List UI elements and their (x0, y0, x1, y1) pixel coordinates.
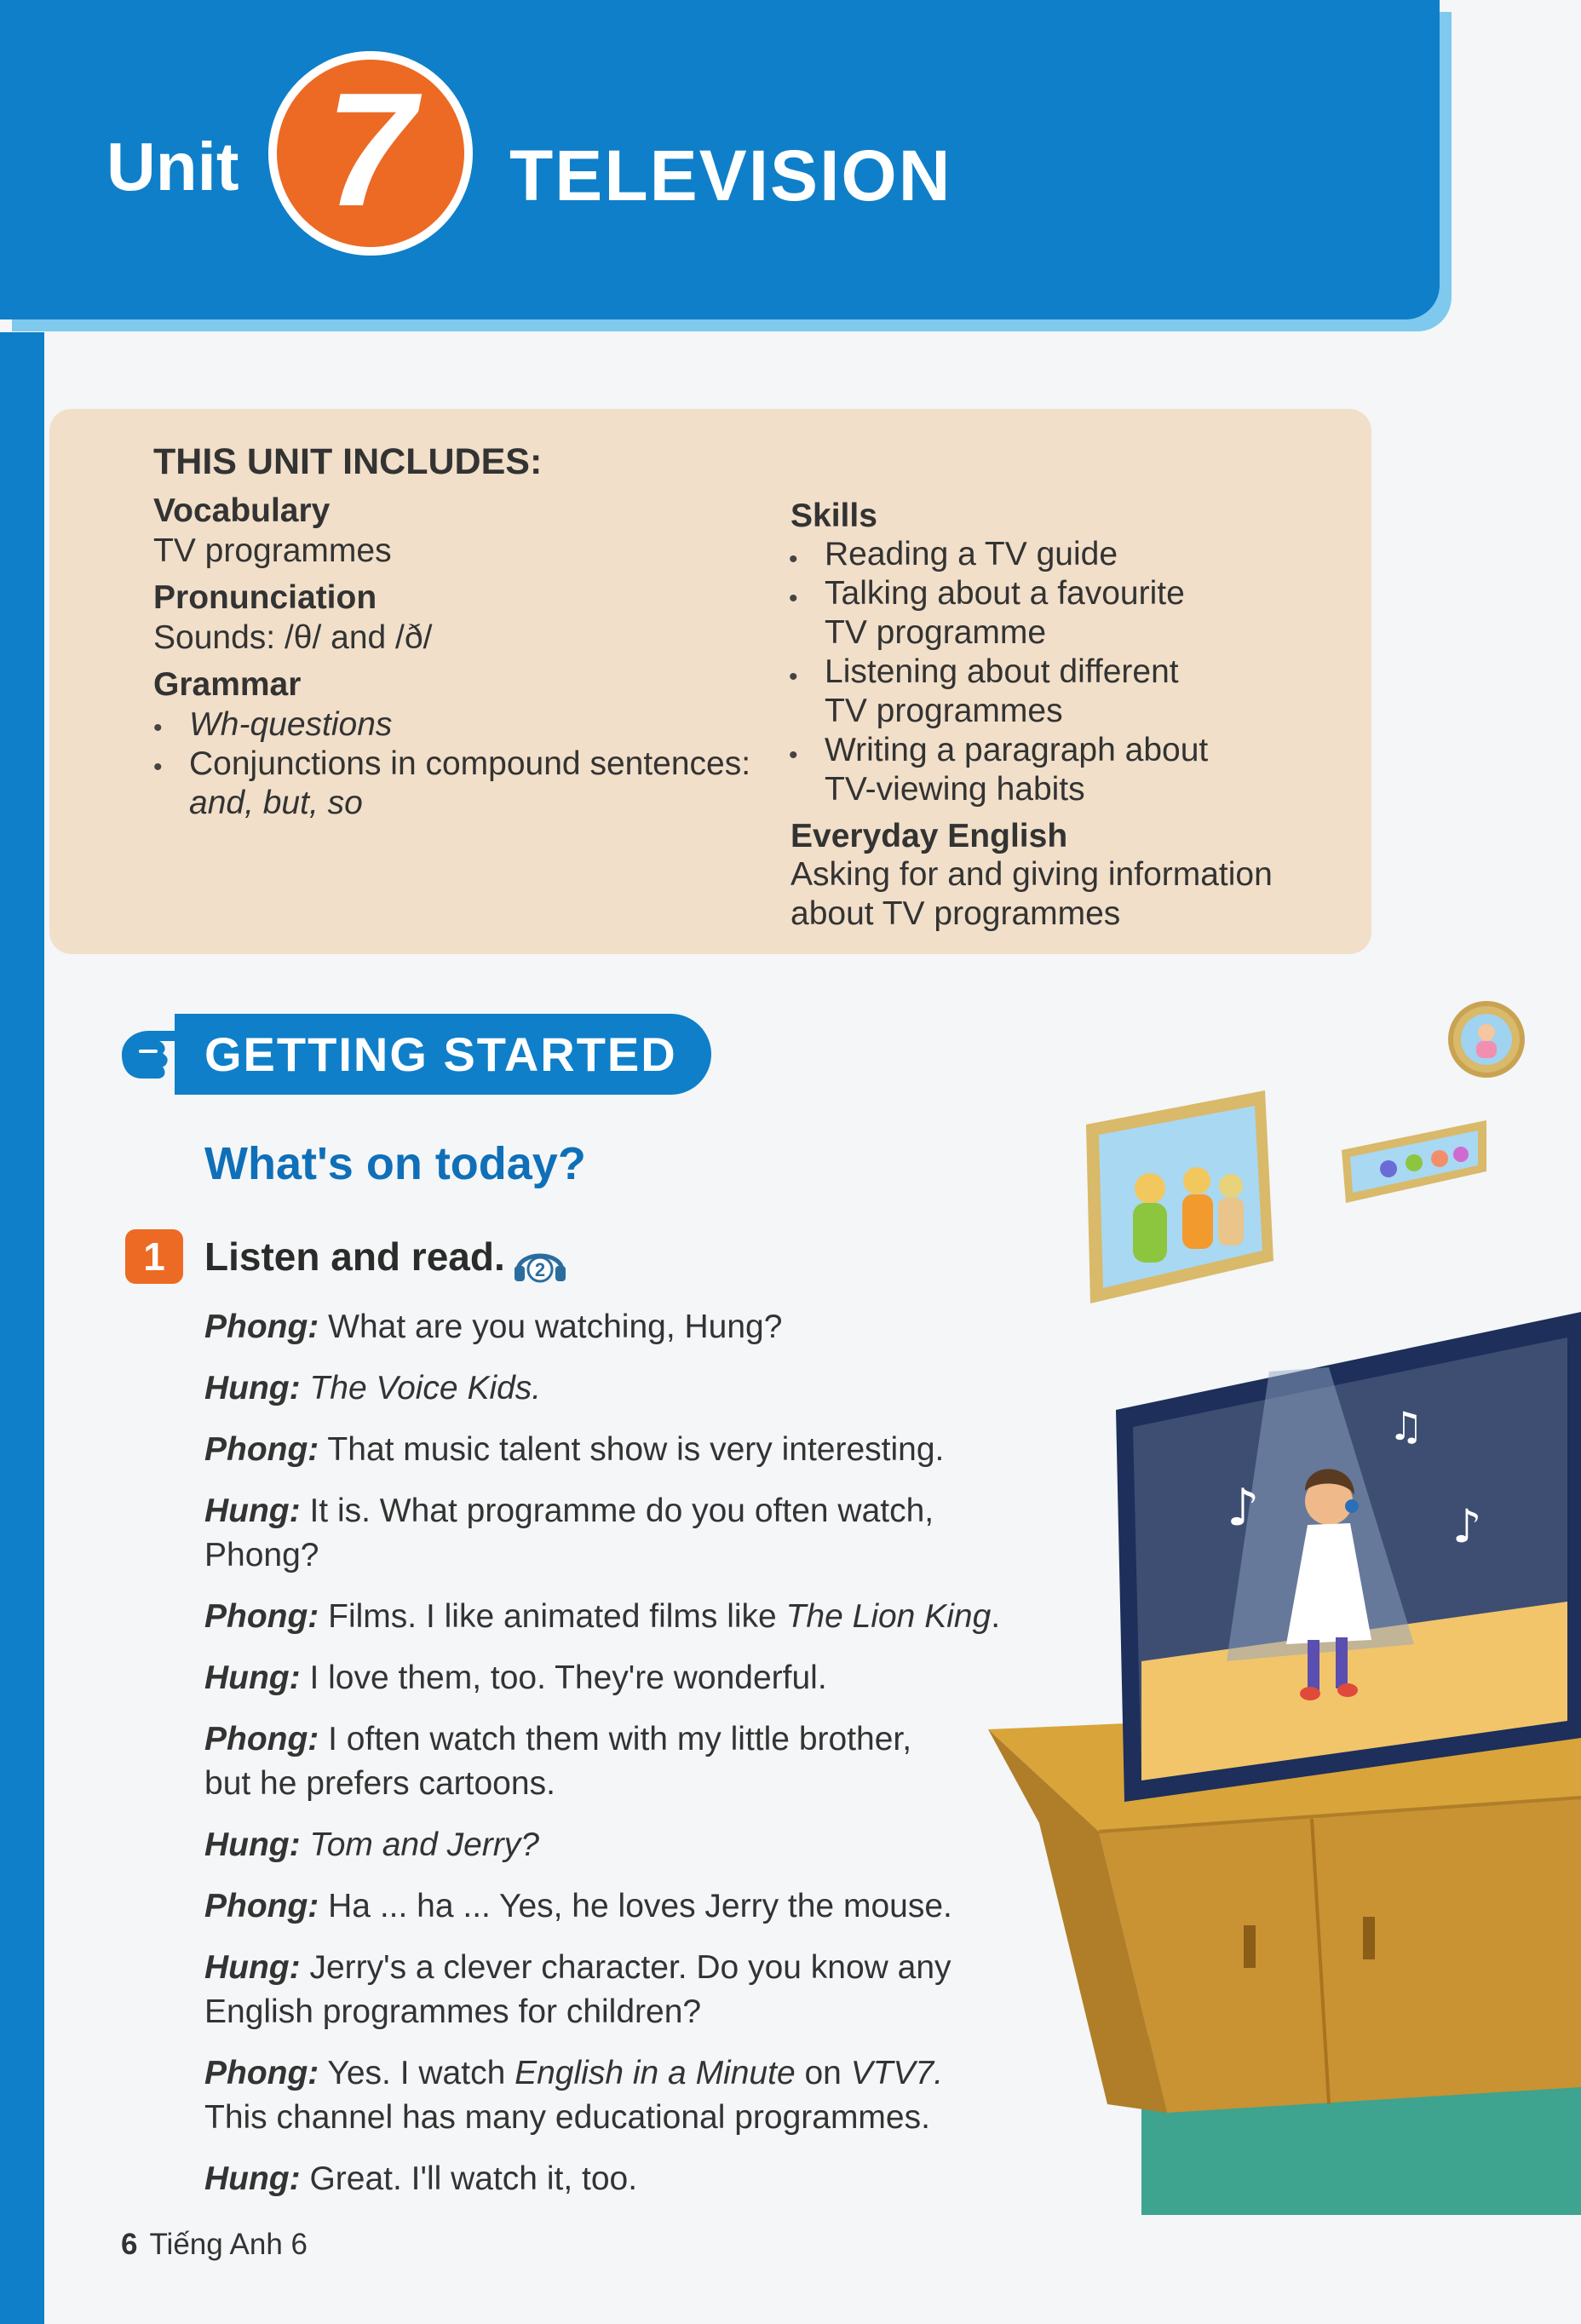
grammar-item: Wh-questions (189, 706, 393, 743)
dialogue-line (204, 1489, 934, 1533)
grammar-item-continuation: and, but, so (189, 785, 363, 821)
bullet-icon: • (789, 545, 798, 573)
line-text: Ha ... ha ... Yes, he loves Jerry the mouse. (319, 1888, 952, 1924)
microphone (1345, 1499, 1359, 1513)
everyday-english-heading: Everyday English (790, 818, 1068, 854)
task-number-badge: 1 (125, 1229, 183, 1284)
bullet-icon: • (153, 753, 163, 781)
vocabulary-text: TV programmes (153, 532, 392, 569)
bullet-icon: • (789, 741, 798, 769)
dialogue-line (204, 1946, 951, 1990)
unit-number: 7 (325, 60, 416, 240)
book-title: Tiếng Anh 6 (149, 2228, 308, 2261)
getting-started-title: GETTING STARTED (204, 1027, 677, 1081)
unit-number-badge (268, 51, 473, 256)
lesson-subtitle: What's on today? (204, 1138, 586, 1189)
bullet-icon: • (789, 584, 798, 613)
speaker-name: Hung: (204, 1493, 301, 1529)
dialogue-line-continuation: English programmes for children? (204, 1993, 702, 2030)
left-margin-stripe (0, 332, 44, 2324)
dialogue-line-continuation: This channel has many educational programmes. (204, 2099, 930, 2136)
line-text: Films. I like animated films like (319, 1598, 786, 1635)
bullet-icon: • (789, 663, 798, 691)
speaker-name: Phong: (204, 2055, 319, 2091)
dialogue-line (204, 2051, 943, 2096)
line-text: Tom and Jerry? (300, 1826, 539, 1863)
pointing-hand-icon (115, 1022, 183, 1085)
speaker-name: Phong: (204, 1721, 319, 1757)
line-text: on (795, 2055, 851, 2091)
small-picture-frame (1342, 1120, 1486, 1203)
dialogue-line (204, 1656, 827, 1700)
pronunciation-heading: Pronunciation (153, 579, 377, 616)
living-room-tv-illustration (971, 980, 1581, 2215)
speaker-name: Hung: (204, 1826, 301, 1863)
speaker-name: Hung: (204, 1949, 301, 1986)
includes-heading: THIS UNIT INCLUDES: (153, 441, 543, 482)
speaker-name: Phong: (204, 1309, 319, 1345)
bullet-icon: • (153, 714, 163, 742)
dialogue-line (204, 1884, 952, 1929)
line-text-channel: VTV7. (850, 2055, 944, 2091)
line-text: Jerry's a clever character. Do you know any (300, 1949, 951, 1986)
line-text: Yes. I watch (319, 2055, 515, 2091)
page-footer (121, 2228, 308, 2262)
speaker-name: Hung: (204, 1370, 301, 1406)
pronunciation-text: Sounds: /θ/ and /ð/ (153, 619, 433, 656)
skills-item-continuation: TV programme (825, 614, 1047, 651)
music-note-icon: ♫ (1388, 1403, 1424, 1449)
music-note-icon: ♪ (1227, 1478, 1260, 1538)
speaker-name: Phong: (204, 1598, 319, 1635)
everyday-english-text: about TV programmes (790, 895, 1121, 932)
dialogue-line (204, 1428, 944, 1472)
skills-item: Listening about different (825, 653, 1179, 690)
dialogue-line: Phong: Films. I like animated films like The Lion King. (204, 1598, 1001, 1635)
line-text: It is. What programme do you often watch, (300, 1493, 934, 1529)
audio-track-icon[interactable] (511, 1237, 569, 1285)
television (1116, 1312, 1581, 1802)
line-text: Great. I'll watch it, too. (300, 2160, 638, 2197)
skills-item-continuation: TV-viewing habits (825, 771, 1085, 808)
dialogue-line (204, 1823, 539, 1867)
dialogue-line (204, 1717, 911, 1762)
everyday-english-text: Asking for and giving information (790, 856, 1273, 893)
skills-heading: Skills (790, 498, 877, 534)
dialogue-line-continuation: but he prefers cartoons. (204, 1765, 555, 1802)
line-text: That music talent show is very interesting. (319, 1431, 945, 1468)
dialogue-line (204, 1305, 782, 1349)
speaker-name: Hung: (204, 2160, 301, 2197)
unit-label: Unit (106, 129, 239, 204)
grammar-heading: Grammar (153, 666, 302, 703)
family-picture-frame (1086, 1090, 1273, 1303)
line-text: The Voice Kids. (300, 1370, 542, 1406)
skills-item: Talking about a favourite (825, 575, 1185, 612)
audio-track-number: 2 (534, 1259, 546, 1280)
line-text-title: The Lion King (785, 1598, 992, 1635)
unit-title: TELEVISION (509, 135, 952, 216)
line-text-title: English in a Minute (515, 2055, 796, 2091)
dialogue-line (204, 1366, 541, 1411)
page-number: 6 (121, 2228, 138, 2261)
dialogue-line-continuation: Phong? (204, 1537, 319, 1573)
speaker-name: Phong: (204, 1888, 319, 1924)
skills-item-continuation: TV programmes (825, 693, 1063, 729)
round-portrait-frame (1451, 1004, 1522, 1075)
speaker-name: Phong: (204, 1431, 319, 1468)
line-text: I love them, too. They're wonderful. (300, 1660, 827, 1696)
speaker-name: Hung: (204, 1660, 301, 1696)
dialogue-line (204, 2157, 637, 2201)
vocabulary-heading: Vocabulary (153, 492, 331, 529)
task-instruction: Listen and read. (204, 1234, 505, 1279)
line-text: What are you watching, Hung? (319, 1309, 783, 1345)
line-text: I often watch them with my little brother, (319, 1721, 912, 1757)
skills-item: Writing a paragraph about (825, 732, 1209, 768)
skills-item: Reading a TV guide (825, 536, 1118, 572)
music-note-icon: ♪ (1452, 1499, 1482, 1553)
grammar-item: Conjunctions in compound sentences: (189, 745, 751, 782)
